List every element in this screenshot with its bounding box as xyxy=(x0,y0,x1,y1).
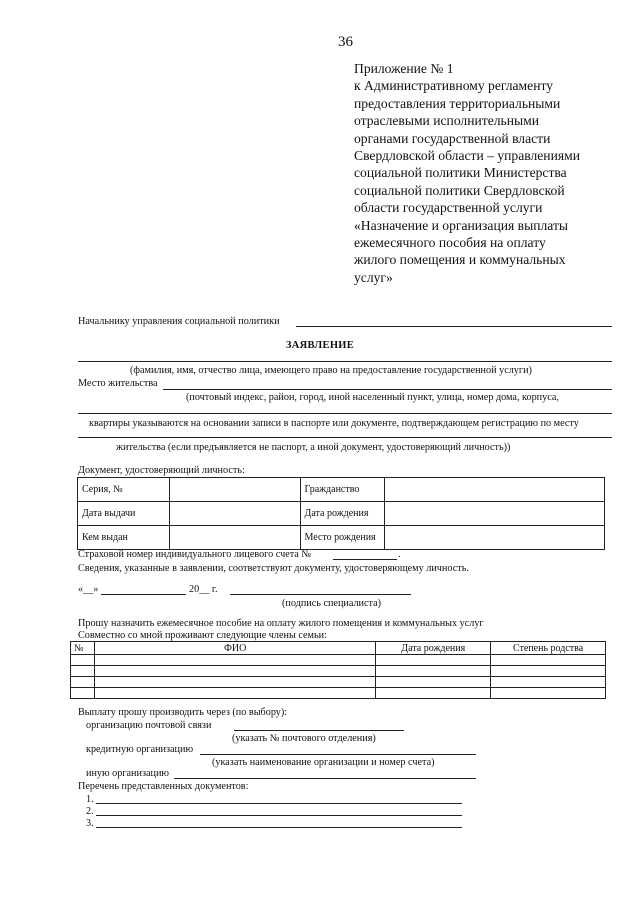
credit-field[interactable] xyxy=(200,754,476,755)
post-hint: (указать № почтового отделения) xyxy=(232,733,376,744)
series-field[interactable] xyxy=(169,478,300,502)
snils-label: Страховой номер индивидуального лицевого счета № xyxy=(78,549,312,560)
payment-label: Выплату прошу производить через (по выбору): xyxy=(78,707,288,718)
col-relation: Степень родства xyxy=(491,642,606,655)
table-row xyxy=(78,478,605,502)
col-number: № xyxy=(71,642,95,655)
table-header-row xyxy=(71,642,606,655)
snils-dot: . xyxy=(398,549,401,560)
docs-label: Перечень представленных документов: xyxy=(78,781,249,792)
col-birth-date: Дата рождения xyxy=(376,642,491,655)
doc-item-number: 3. xyxy=(86,818,94,829)
date-month-field[interactable] xyxy=(101,594,186,595)
doc-item-number: 2. xyxy=(86,806,94,817)
birth-date-label: Дата рождения xyxy=(300,502,385,526)
id-doc-table xyxy=(77,477,605,550)
residence-label: Место жительства xyxy=(78,378,158,389)
doc-item-number: 1. xyxy=(86,794,94,805)
table-row[interactable] xyxy=(71,666,606,677)
table-row[interactable] xyxy=(71,688,606,699)
col-name: ФИО xyxy=(94,642,375,655)
appendix-line: услуг» xyxy=(354,269,393,285)
signature-hint: (подпись специалиста) xyxy=(282,598,382,609)
appendix-line: жилого помещения и коммунальных xyxy=(354,252,566,268)
post-label: организацию почтовой связи xyxy=(86,720,212,731)
confirm-text: Сведения, указанные в заявлении, соответствуют документу, удостоверяющему личность. xyxy=(78,563,469,574)
applicant-hint: (фамилия, имя, отчество лица, имеющего право на предоставление государственной услуги) xyxy=(130,365,532,376)
snils-field[interactable] xyxy=(333,559,397,560)
issued-by-field[interactable] xyxy=(169,526,300,550)
post-field[interactable] xyxy=(234,730,404,731)
series-label: Серия, № xyxy=(78,478,170,502)
signature-field[interactable] xyxy=(230,594,411,595)
appendix-line: «Назначение и организация выплаты xyxy=(354,217,569,233)
doc-item-field[interactable] xyxy=(96,803,462,804)
birth-place-field[interactable] xyxy=(385,526,605,550)
table-row xyxy=(78,526,605,550)
issued-by-label: Кем выдан xyxy=(78,526,170,550)
credit-label: кредитную организацию xyxy=(86,744,194,755)
appendix-line: органами государственной власти xyxy=(354,130,551,146)
appendix-line: Свердловской области – управлениями xyxy=(354,148,580,164)
other-field[interactable] xyxy=(174,778,476,779)
doc-item-field[interactable] xyxy=(96,815,462,816)
other-label: иную организацию xyxy=(86,768,170,779)
family-label: Совместно со мной проживают следующие члены семьи: xyxy=(78,630,327,641)
addressee-field[interactable] xyxy=(296,326,612,327)
request-text: Прошу назначить ежемесячное пособие на оплату жилого помещения и коммунальных услуг xyxy=(78,618,484,629)
residence-field[interactable] xyxy=(163,389,612,390)
appendix-line: ежемесячного пособия на оплату xyxy=(354,235,546,251)
birth-place-label: Место рождения xyxy=(300,526,385,550)
table-row xyxy=(78,502,605,526)
appendix-line: предоставления территориальными xyxy=(354,95,561,111)
form-title: ЗАЯВЛЕНИЕ xyxy=(285,340,355,351)
appendix-line: к Административному регламенту xyxy=(354,78,554,94)
date-year: 20__ г. xyxy=(189,584,218,595)
date-day: «__» xyxy=(78,584,99,595)
birth-date-field[interactable] xyxy=(385,502,605,526)
residence-hint-3: жительства (если предъявляется не паспорт, а иной документ, удостоверяющий личность)) xyxy=(116,442,511,453)
addressee-label: Начальнику управления социальной политики xyxy=(78,316,280,327)
appendix-line: отраслевыми исполнительными xyxy=(354,113,540,129)
doc-item-field[interactable] xyxy=(96,827,462,828)
issue-date-label: Дата выдачи xyxy=(78,502,170,526)
appendix-header xyxy=(354,60,624,286)
issue-date-field[interactable] xyxy=(169,502,300,526)
residence-field-3[interactable] xyxy=(78,437,612,438)
applicant-name-field[interactable] xyxy=(78,361,612,362)
appendix-line: социальной политики Свердловской xyxy=(354,182,565,198)
appendix-line: Приложение № 1 xyxy=(354,61,454,76)
appendix-line: социальной политики Министерства xyxy=(354,165,567,181)
family-table xyxy=(70,641,606,699)
credit-hint: (указать наименование организации и номер счета) xyxy=(212,757,435,768)
residence-hint-2: квартиры указываются на основании записи в паспорте или документе, подтверждающем регистрацию по месту xyxy=(89,418,579,429)
residence-field-2[interactable] xyxy=(78,413,612,414)
citizenship-label: Гражданство xyxy=(300,478,385,502)
id-doc-label: Документ, удостоверяющий личность: xyxy=(78,465,245,476)
table-row[interactable] xyxy=(71,677,606,688)
residence-hint-1: (почтовый индекс, район, город, иной населенный пункт, улица, номер дома, корпуса, xyxy=(186,392,559,403)
table-row[interactable] xyxy=(71,655,606,666)
page-number: 36 xyxy=(338,34,353,50)
citizenship-field[interactable] xyxy=(385,478,605,502)
appendix-line: области государственной услуги xyxy=(354,200,543,216)
